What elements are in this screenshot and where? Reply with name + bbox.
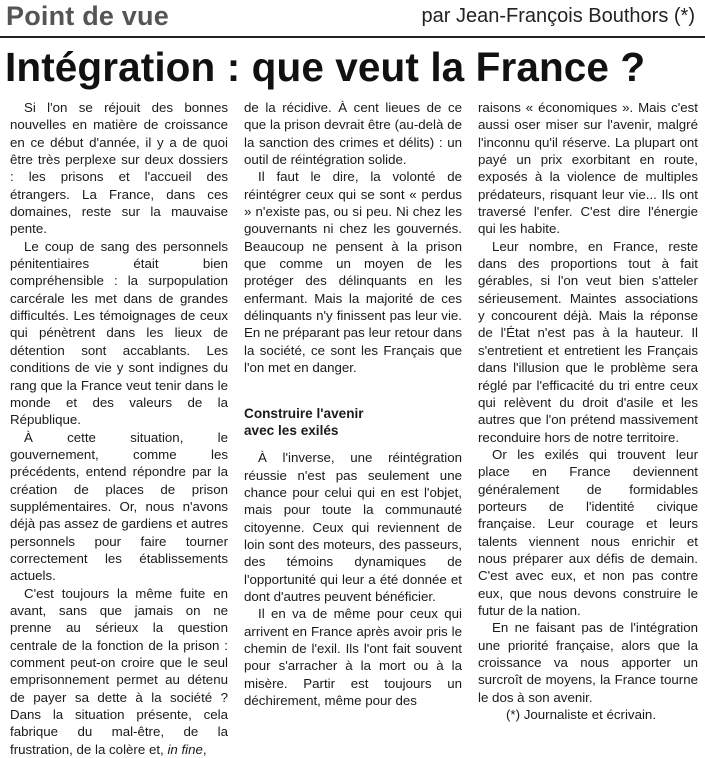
author-byline: par Jean-François Bouthors (*) bbox=[421, 5, 695, 27]
paragraph: À l'inverse, une réintégration réussie n'est pas seulement une chance pour celui qui en est l'objet, mais pour toute la communauté citoyenne. Ceux qui reviennent de loin sont des moteurs, des passeurs, des témoins dynamiques de l'opportunité qui leur a été donnée et dont d'autres peuvent bénéficier. bbox=[244, 450, 462, 604]
paragraph: raisons « économiques ». Mais c'est aussi oser miser sur l'avenir, malgré l'inconnu qu'il réserve. La plupart ont payé un prix exorbitant en route, exposés à la violence de multiples prédateurs, risquant leur vie... Ils ont traversé l'enfer. C'est dire l'énergie qui les habite. bbox=[478, 100, 698, 237]
article-body bbox=[10, 99, 700, 757]
header-bar bbox=[0, 0, 705, 38]
section-rubric: Point de vue bbox=[6, 1, 169, 31]
section-subheading bbox=[244, 405, 462, 440]
column-2 bbox=[244, 99, 462, 709]
paragraph-text: , bbox=[202, 741, 207, 757]
italic-phrase: in fine bbox=[167, 741, 203, 757]
paragraph-text: C'est toujours la même fuite en avant, sans que jamais on ne prenne au sérieux la question centrale de la fonction de la prison : comment peut-on croire que le seul emprisonnement permet au détenu de payer sa dette à la société ? Dans la situation présente, cela fabrique du mal-être, de la frustration, de la colère et, bbox=[10, 585, 228, 757]
author-footnote: (*) Journaliste et écrivain. bbox=[506, 707, 657, 723]
subheading-line: avec les exilés bbox=[244, 422, 339, 438]
paragraph: En ne faisant pas de l'intégration une priorité française, alors que la croissance va nous apporter un surcroît de moyens, la France tourne le dos à son avenir. bbox=[478, 620, 698, 705]
paragraph: Si l'on se réjouit des bonnes nouvelles en matière de croissance en ce début d'année, il y a de quoi être très perplexe sur deux dossiers : les prisons et l'accueil des étrangers. La France, dans ces domaines, reste sur la mauvaise pente. bbox=[10, 100, 228, 237]
article-headline: Intégration : que veut la France ? bbox=[5, 44, 646, 90]
paragraph: Leur nombre, en France, reste dans des proportions tout à fait gérables, si l'on veut bien s'atteler sérieusement. Maintes associations y concourent déjà. Mais la réponse de l'État n'est pas à la hauteur. Il s'entretient et entretient les Français dans l'illusion que le problème sera réglé par l'efficacité du tri entre ceux qui relèvent du droit d'asile et les autres que l'on prétend massivement reconduire hors de notre territoire. bbox=[478, 238, 698, 445]
subheading-line: Construire l'avenir bbox=[244, 405, 364, 421]
column-3 bbox=[478, 99, 698, 723]
paragraph: À cette situation, le gouvernement, comme les précédents, entend répondre par la création de places de prison supplémentaires. Or, nous n'avons déjà pas assez de gardiens et autres personnels pour faire tourner correctement les établissements actuels. bbox=[10, 429, 228, 584]
paragraph: de la récidive. À cent lieues de ce que la prison devrait être (au-delà de la sanction des crimes et délits) : un outil de réintégration solide. bbox=[244, 100, 462, 168]
paragraph bbox=[10, 585, 228, 758]
column-1 bbox=[10, 99, 228, 758]
paragraph: Il faut le dire, la volonté de réintégrer ceux qui se sont « perdus » n'existe pas, ou si peu. Ni chez les gouvernants ni chez les gouvernés. Beaucoup ne pensent à la prison que comme un moyen de les protéger des délinquants en les enfermant. Mais la majorité de ces délinquants n'y finissent pas leur vie. En ne préparant pas leur retour dans la société, ce sont les Français que l'on met en danger. bbox=[244, 169, 462, 376]
paragraph: Il en va de même pour ceux qui arrivent en France après avoir pris le chemin de l'exil. Ils l'ont fait souvent pour s'arracher à la mort ou à la misère. Partir est toujours un déchirement, même pour des bbox=[244, 606, 462, 708]
paragraph: Or les exilés qui trouvent leur place en France deviennent généralement de formidables porteurs de l'identité civique française. Leur courage et leurs talents viennent nous enrichir et nous préparer aux défis de demain. C'est avec eux, et non pas contre eux, que nous devons construire le futur de la nation. bbox=[478, 446, 698, 618]
paragraph: Le coup de sang des personnels pénitentiaires était bien compréhensible : la surpopulation carcérale les met dans de grandes difficultés. Les témoignages de ceux qui pénètrent dans les lieux de détention sont accablants. Les conditions de vie y sont indignes du rang que la France veut tenir dans le monde et des valeurs de la République. bbox=[10, 238, 228, 428]
